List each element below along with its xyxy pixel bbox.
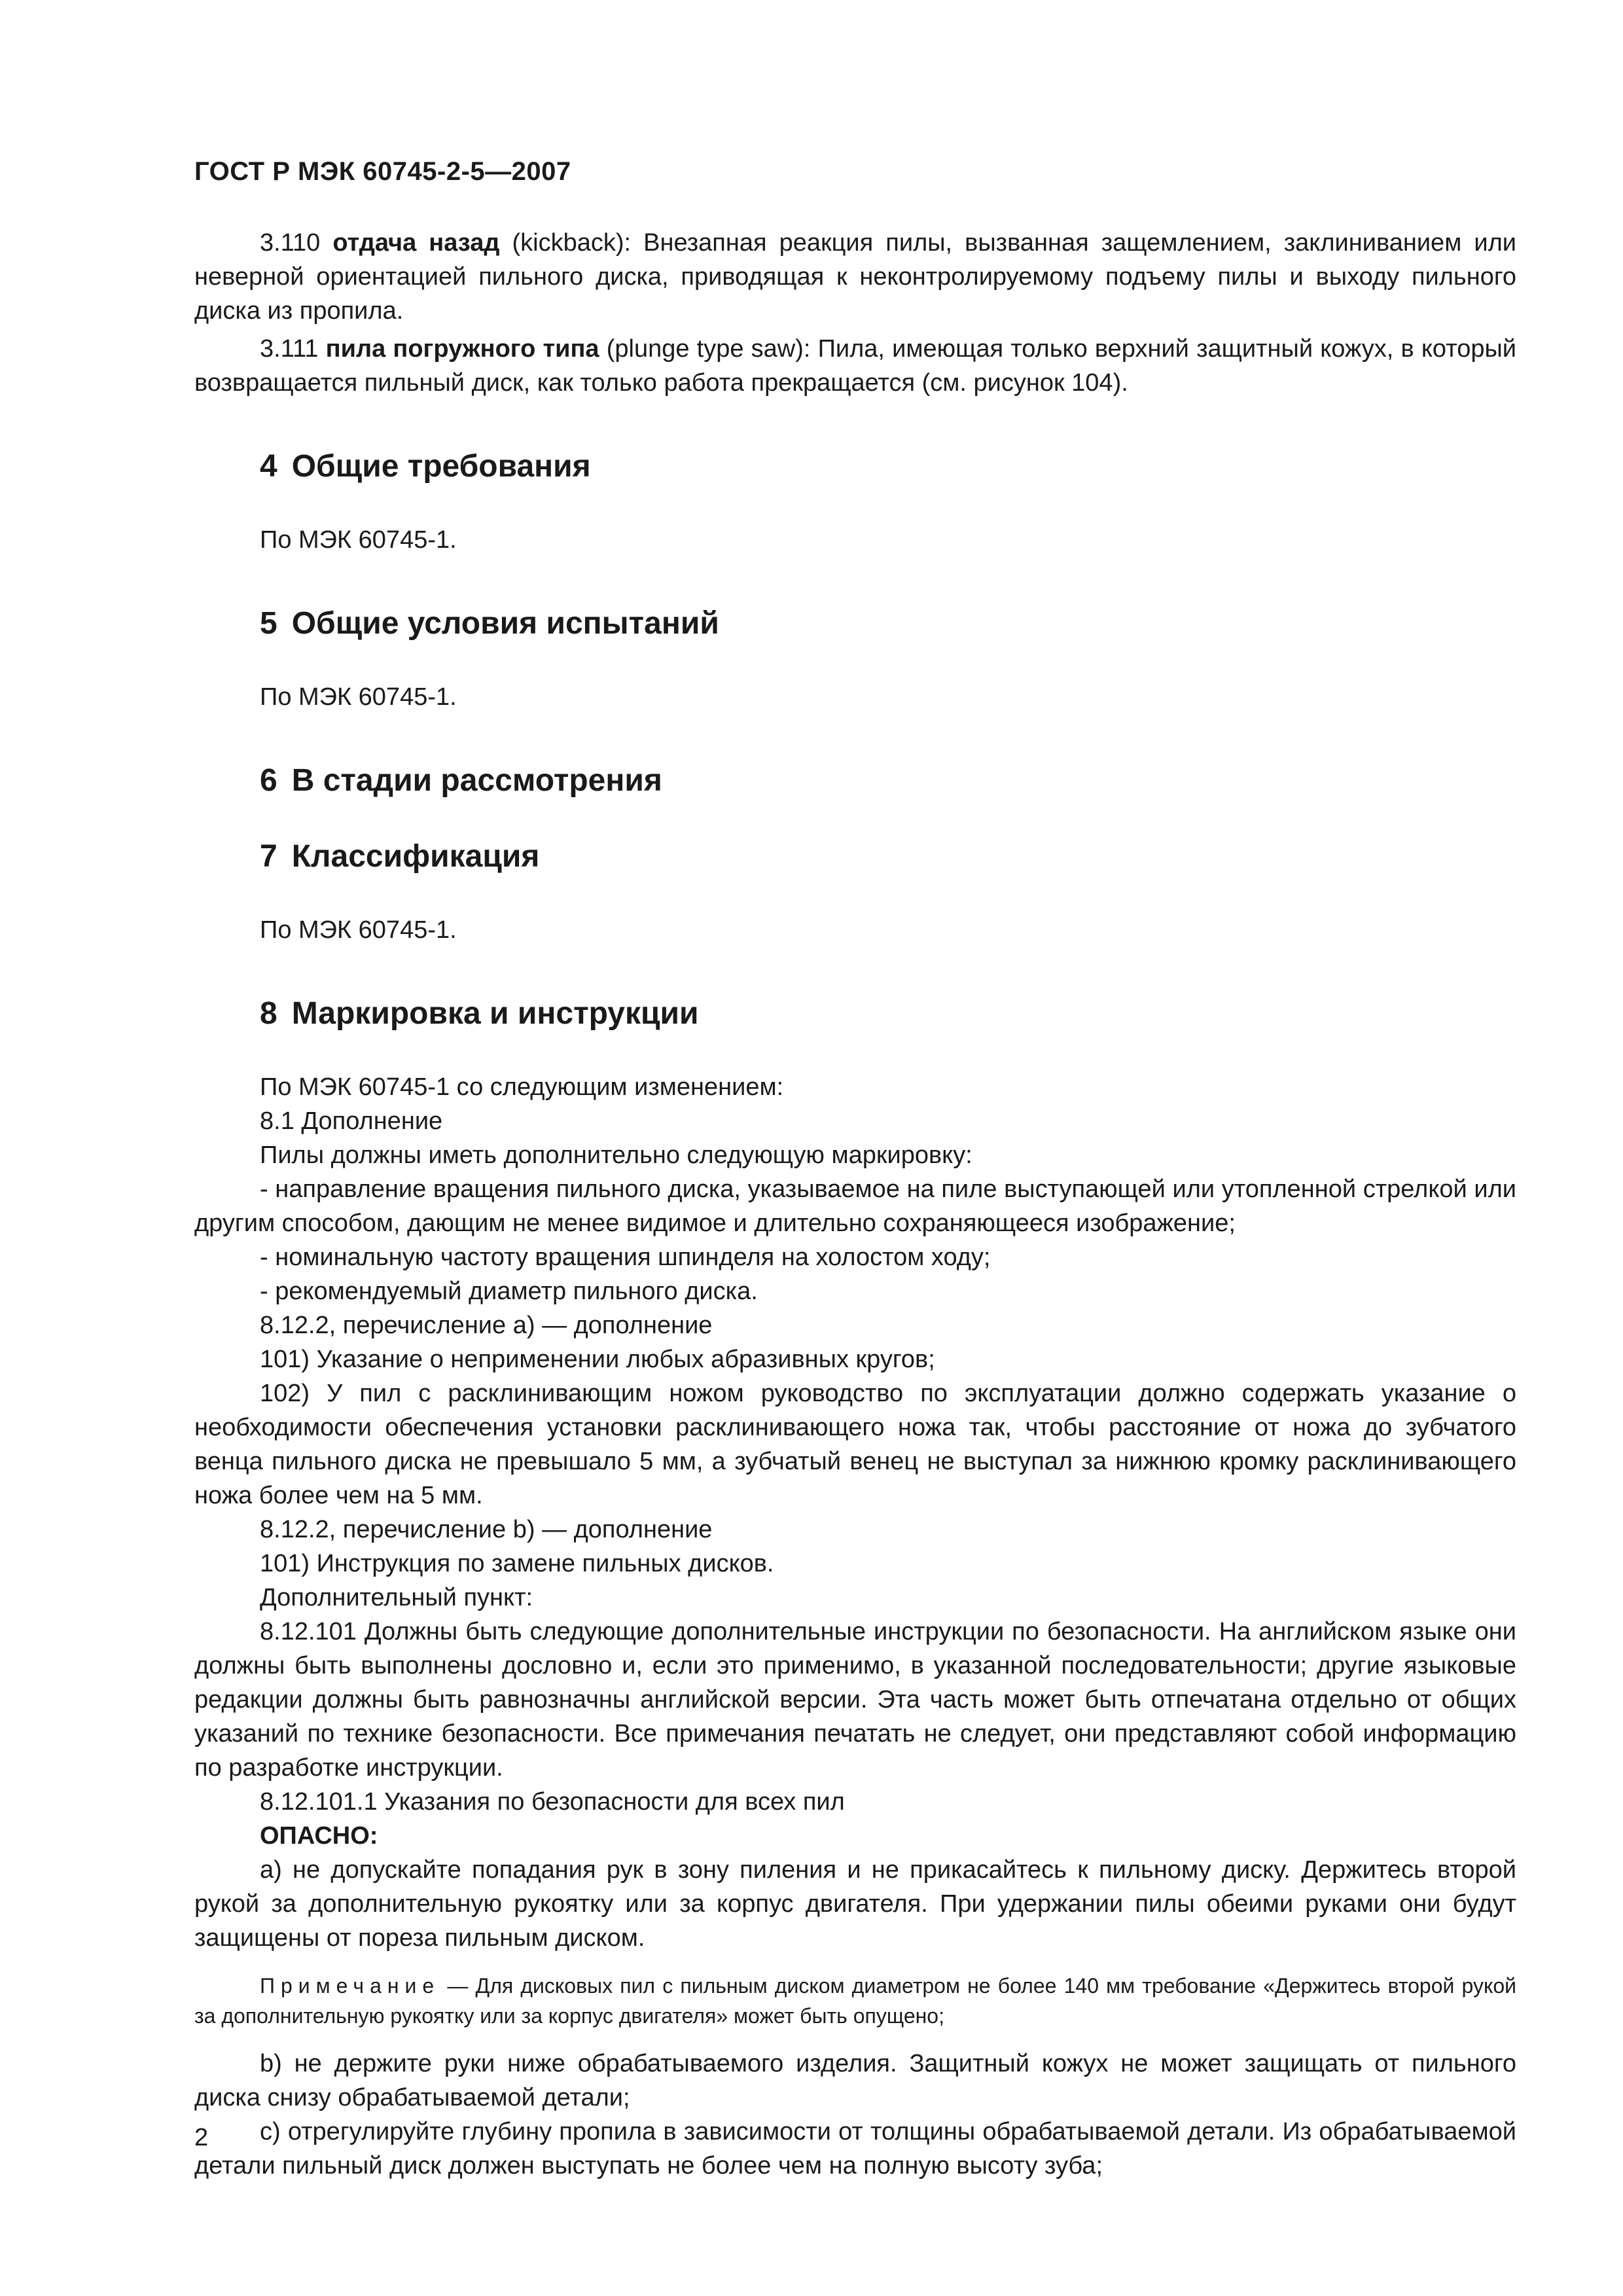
item-101-blade-change: 101) Инструкция по замене пильных дисков. bbox=[260, 1550, 774, 1577]
marking-item: - направление вращения пильного диска, указываемое на пиле выступающей или утопленной стрелкой или другим способом, дающим не менее видимое и длительно сохраняющееся изображение; bbox=[194, 1175, 1516, 1237]
section-body: По МЭК 60745-1. bbox=[260, 683, 457, 711]
section-title: В стадии рассмотрения bbox=[291, 763, 662, 798]
clause-8-12-101: 8.12.101 Должны быть следующие дополнительные инструкции по безопасности. На английском языке они должны быть выполнены дословно и, если это применимо, в указанной последовательности; другие языковые редакции должны быть равнозначны английской версии. Эта часть может быть отпечатана отдельно от общих указаний по технике безопасности. Все примечания печатать не следует, они представляют собой информацию по разработке инструкции. bbox=[194, 1618, 1516, 1782]
definition-3-110 bbox=[194, 226, 1516, 328]
section-heading-4 bbox=[260, 447, 1516, 486]
extra-clause-label: Дополнительный пункт: bbox=[260, 1584, 533, 1611]
note-text: — Для дисковых пил с пильным диском диаметром не более 140 мм требование «Держитесь второй рукой за дополнительную рукоятку или за корпус двигателя» может быть опущено; bbox=[194, 1974, 1516, 2028]
marking-intro: Пилы должны иметь дополнительно следующую маркировку: bbox=[260, 1141, 972, 1169]
definition-text: (kickback): Внезапная реакция пилы, вызванная защемлением, заклиниванием или неверной ориентацией пильного диска, приводящая к неконтролируемому подъему пилы и выходу пильного диска из пропила. bbox=[194, 229, 1516, 325]
section-title: Классификация bbox=[291, 839, 540, 874]
note-label: Примечание bbox=[260, 1974, 440, 1998]
section-heading-8 bbox=[260, 994, 1516, 1033]
definition-term: пила погружного типа bbox=[325, 335, 599, 363]
section-heading-7 bbox=[260, 837, 1516, 876]
danger-label: ОПАСНО: bbox=[260, 1822, 378, 1850]
item-102-riving-knife: 102) У пил с расклинивающим ножом руководство по эксплуатации должно содержать указание о необходимости обеспечения установки расклинивающего ножа так, чтобы расстояние от ножа до зубчатого венца пильного диска не превышало 5 мм, а зубчатый венец не выступал за нижнюю кромку расклинивающего ножа более чем на 5 мм. bbox=[194, 1380, 1516, 1509]
section-heading-5 bbox=[260, 604, 1516, 643]
section-number: 5 bbox=[260, 606, 277, 641]
marking-item: - номинальную частоту вращения шпинделя на холостом ходу; bbox=[260, 1244, 991, 1271]
section-title: Общие условия испытаний bbox=[291, 606, 719, 641]
section-body: По МЭК 60745-1. bbox=[260, 916, 457, 944]
clause-8-12-101-1: 8.12.101.1 Указания по безопасности для всех пил bbox=[260, 1788, 845, 1816]
note-paragraph bbox=[194, 1971, 1516, 2031]
definition-text: (plunge type saw): Пила, имеющая только верхний защитный кожух, в который возвращается пильный диск, как только работа прекращается (см. рисунок 104). bbox=[194, 335, 1517, 397]
marking-item: - рекомендуемый диаметр пильного диска. bbox=[260, 1278, 758, 1305]
subclause-8-1: 8.1 Дополнение bbox=[260, 1107, 443, 1135]
clause-8-12-2-b: 8.12.2, перечисление b) — дополнение bbox=[260, 1516, 713, 1543]
section-title: Маркировка и инструкции bbox=[291, 996, 699, 1031]
item-101-abrasive: 101) Указание о неприменении любых абразивных кругов; bbox=[260, 1346, 935, 1373]
section-8-intro: По МЭК 60745-1 со следующим изменением: bbox=[260, 1073, 784, 1101]
section-title: Общие требования bbox=[291, 449, 591, 484]
definition-number: 3.111 bbox=[260, 335, 319, 363]
document-page bbox=[194, 157, 1516, 2183]
clause-8-12-2-a: 8.12.2, перечисление а) — дополнение bbox=[260, 1312, 713, 1339]
safety-item-b: b) не держите руки ниже обрабатываемого изделия. Защитный кожух не может защищать от пильного диска снизу обрабатываемой детали; bbox=[194, 2050, 1516, 2111]
section-number: 7 bbox=[260, 839, 277, 874]
standard-code-header: ГОСТ Р МЭК 60745-2-5—2007 bbox=[194, 157, 571, 186]
section-number: 6 bbox=[260, 763, 277, 798]
section-body: По МЭК 60745-1. bbox=[260, 526, 457, 554]
safety-item-c: с) отрегулируйте глубину пропила в зависимости от толщины обрабатываемой детали. Из обрабатываемой детали пильный диск должен выступать не более чем на полную высоту зуба; bbox=[194, 2118, 1516, 2179]
section-number: 4 bbox=[260, 449, 277, 484]
section-heading-6 bbox=[260, 761, 1516, 800]
definition-term: отдача назад bbox=[332, 229, 500, 257]
safety-item-a: а) не допускайте попадания рук в зону пиления и не прикасайтесь к пильному диску. Держитесь второй рукой за дополнительную рукоятку или за корпус двигателя. При удержании пилы обеими руками они будут защищены от пореза пильным диском. bbox=[194, 1856, 1516, 1952]
section-number: 8 bbox=[260, 996, 277, 1031]
page-number: 2 bbox=[194, 2124, 209, 2151]
definition-number: 3.110 bbox=[260, 229, 321, 257]
definition-3-111 bbox=[194, 332, 1516, 400]
